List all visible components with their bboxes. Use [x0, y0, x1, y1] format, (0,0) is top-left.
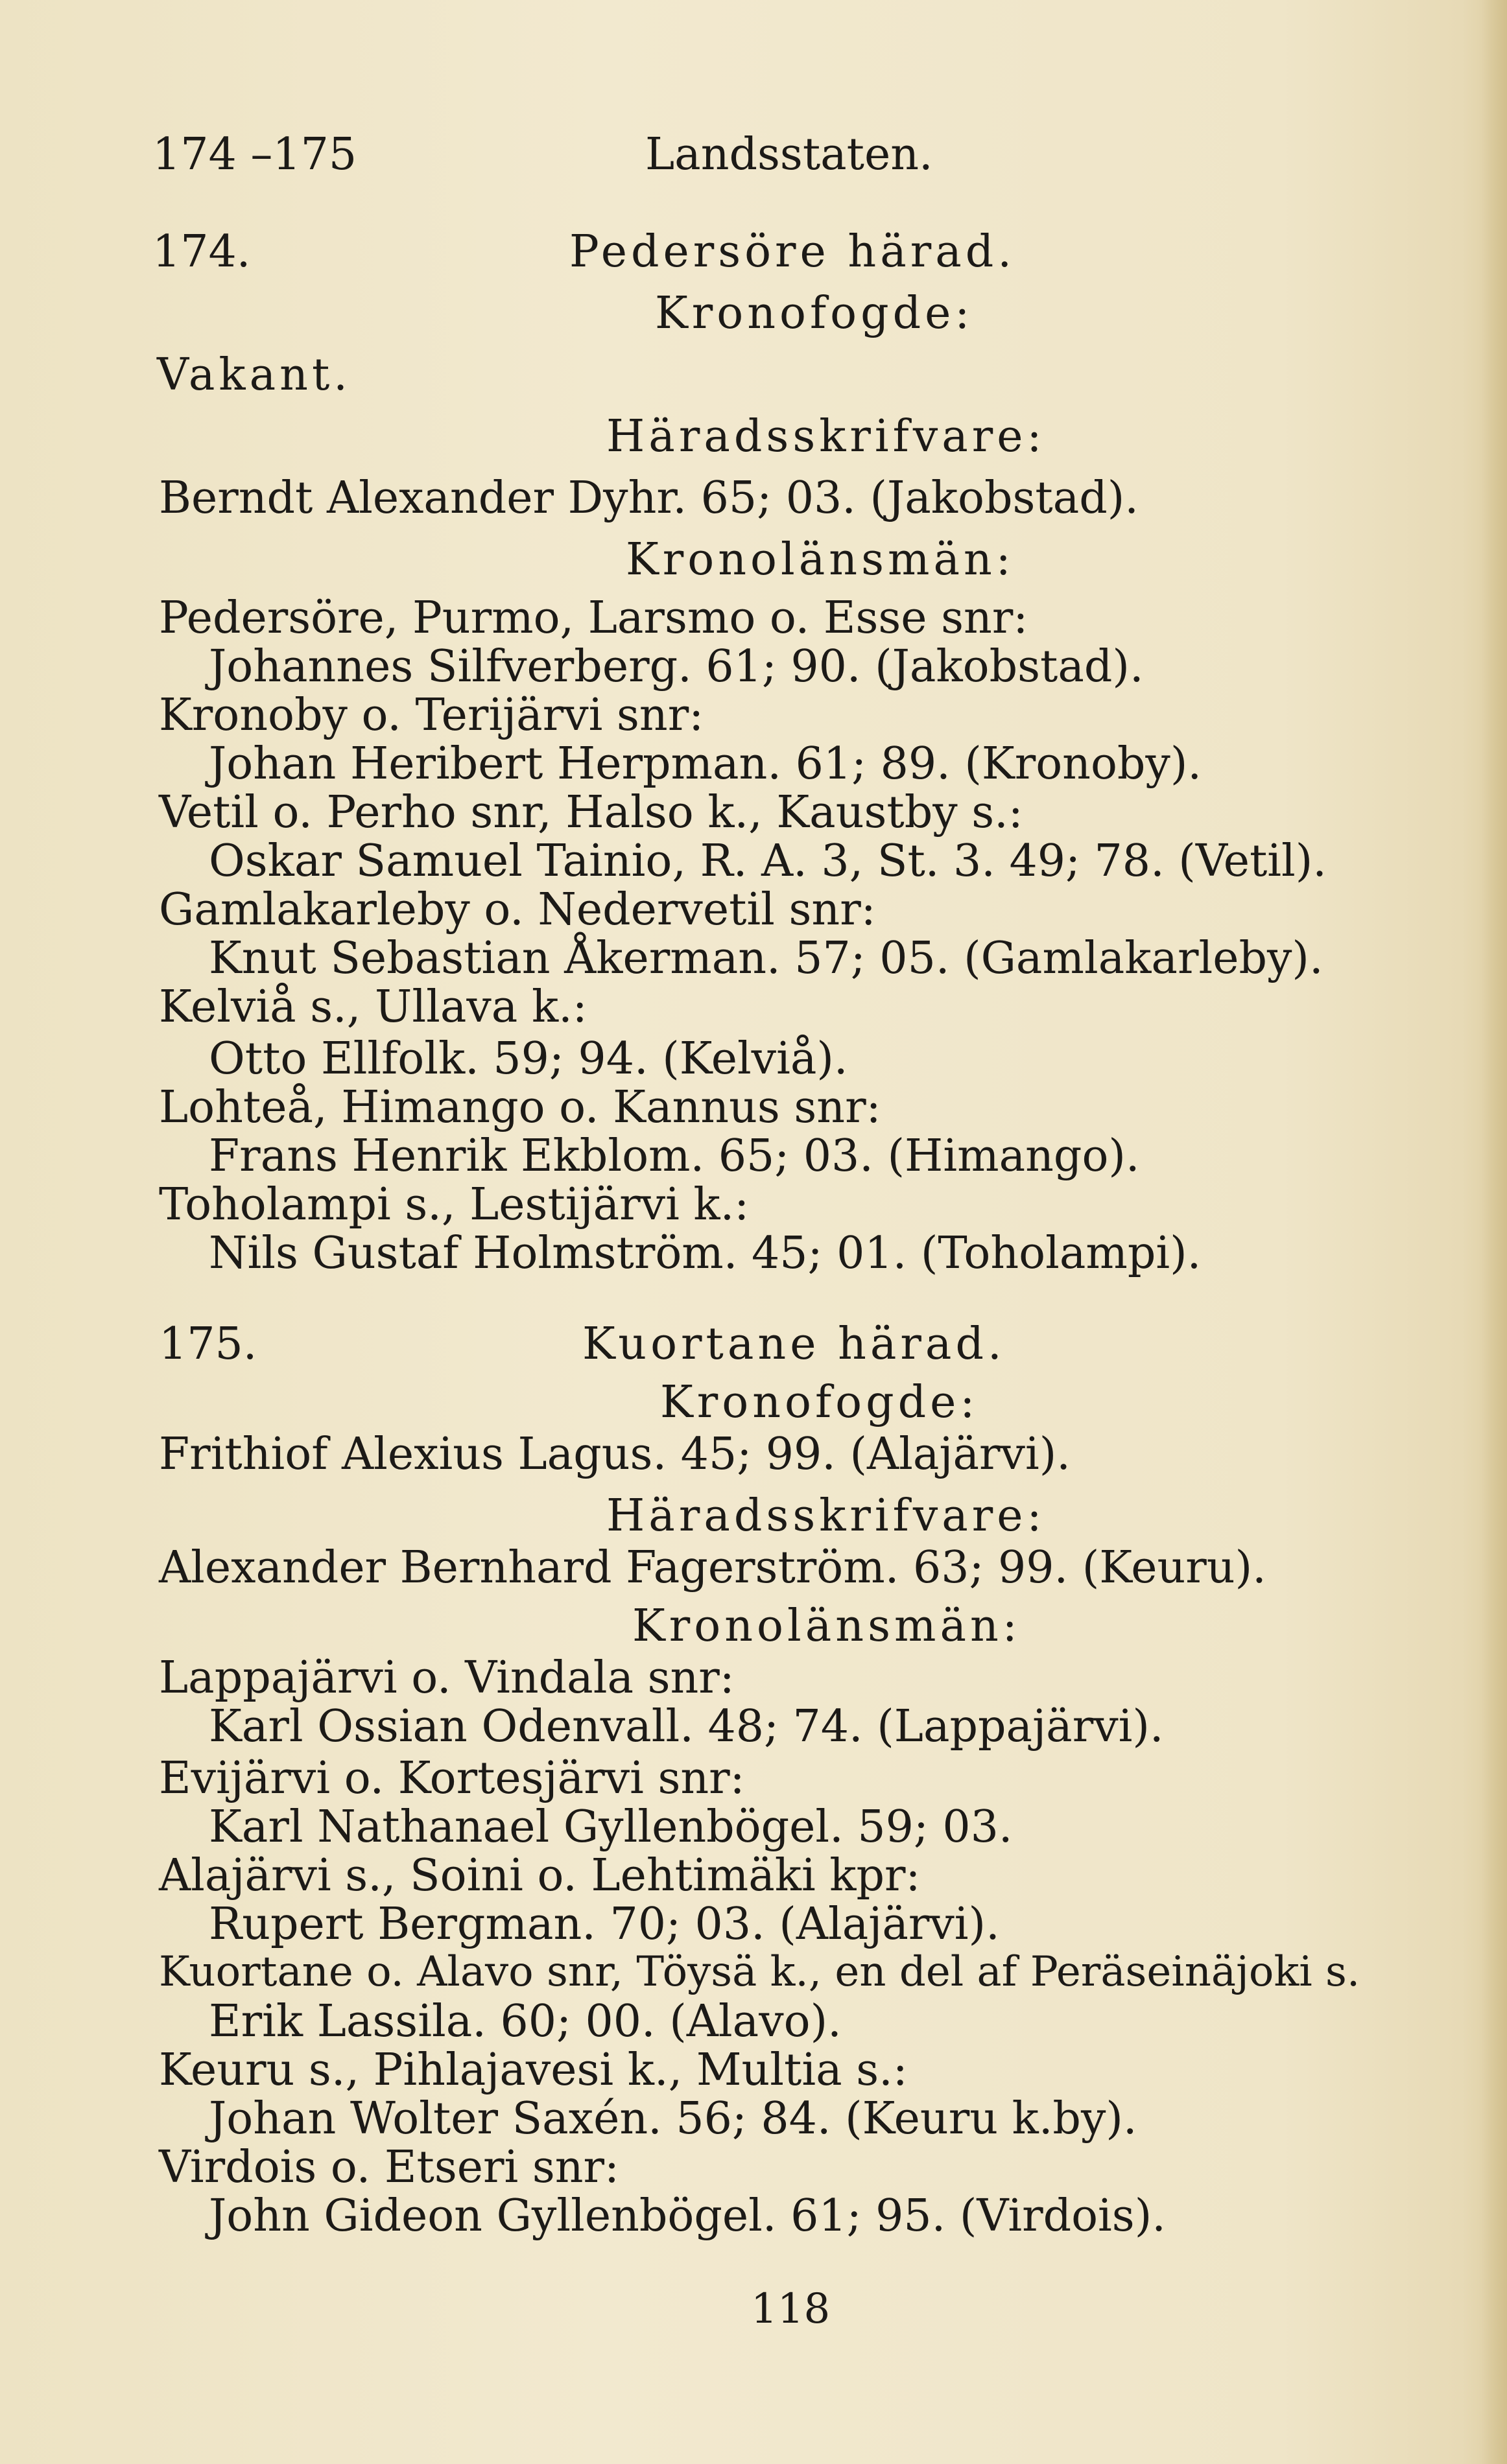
list-item-district: Kuortane o. Alavo snr, Töysä k., en del af Peräseinäjoki s.	[159, 1948, 1360, 1996]
section-174-kronolansman-label: Kronolänsmän:	[626, 534, 1015, 585]
section-175-kronolansman-label: Kronolänsmän:	[632, 1601, 1021, 1652]
section-174-kronofogde: Vakant.	[157, 349, 351, 401]
page-range: 174 –175	[152, 129, 357, 180]
section-174-number: 174.	[152, 226, 251, 277]
list-item-official: John Gideon Gyllenbögel. 61; 95. (Virdois).	[209, 2190, 1166, 2242]
list-item-district: Keuru s., Pihlajavesi k., Multia s.:	[159, 2045, 908, 2096]
section-174-haradsskrivare-label: Häradsskrifvare:	[606, 411, 1046, 462]
list-item-official: Erik Lassila. 60; 00. (Alavo).	[209, 1996, 842, 2047]
section-175-haradsskrivare: Alexander Bernhard Fagerström. 63; 99. (Keuru).	[159, 1542, 1266, 1593]
list-item-official: Johannes Silfverberg. 61; 90. (Jakobstad).	[209, 641, 1144, 692]
list-item-district: Virdois o. Etseri snr:	[159, 2142, 619, 2193]
list-item-district: Pedersöre, Purmo, Larsmo o. Esse snr:	[159, 593, 1028, 644]
section-175-kronofogde: Frithiof Alexius Lagus. 45; 99. (Alajärvi).	[159, 1429, 1071, 1480]
list-item-district: Kelviå s., Ullava k.:	[159, 981, 587, 1033]
list-item-official: Rupert Bergman. 70; 03. (Alajärvi).	[209, 1899, 1000, 1950]
list-item-official: Oskar Samuel Tainio, R. A. 3, St. 3. 49; 78. (Vetil).	[209, 836, 1327, 887]
list-item-official: Otto Ellfolk. 59; 94. (Kelviå).	[209, 1033, 848, 1085]
list-item-official: Karl Nathanael Gyllenbögel. 59; 03.	[209, 1801, 1013, 1853]
section-175-kronofogde-label: Kronofogde:	[660, 1377, 979, 1428]
running-title: Landsstaten.	[645, 129, 933, 180]
page-edge-shadow	[1481, 0, 1507, 2464]
section-175-heading: Kuortane härad.	[582, 1319, 1006, 1370]
list-item-district: Lappajärvi o. Vindala snr:	[159, 1652, 735, 1704]
list-item-district: Toholampi s., Lestijärvi k.:	[159, 1179, 750, 1230]
list-item-official: Johan Wolter Saxén. 56; 84. (Keuru k.by).	[209, 2093, 1137, 2144]
section-174-haradsskrivare: Berndt Alexander Dyhr. 65; 03. (Jakobstad).	[159, 473, 1139, 524]
list-item-district: Vetil o. Perho snr, Halso k., Kaustby s.:	[159, 787, 1023, 838]
list-item-official: Nils Gustaf Holmström. 45; 01. (Toholampi).	[209, 1228, 1202, 1279]
list-item-official: Frans Henrik Ekblom. 65; 03. (Himango).	[209, 1131, 1140, 1182]
list-item-district: Gamlakarleby o. Nedervetil snr:	[159, 884, 876, 935]
section-174-kronofogde-label: Kronofogde:	[655, 288, 974, 339]
list-item-official: Karl Ossian Odenvall. 48; 74. (Lappajärvi).	[209, 1701, 1164, 1752]
section-175-number: 175.	[159, 1319, 257, 1370]
section-174-heading: Pedersöre härad.	[569, 226, 1015, 277]
page-number: 118	[751, 2285, 831, 2333]
list-item-district: Lohteå, Himango o. Kannus snr:	[159, 1082, 881, 1133]
section-175-haradsskrivare-label: Häradsskrifvare:	[606, 1490, 1046, 1542]
list-item-district: Kronoby o. Terijärvi snr:	[159, 690, 704, 741]
list-item-district: Evijärvi o. Kortesjärvi snr:	[159, 1753, 745, 1804]
list-item-district: Alajärvi s., Soini o. Lehtimäki kpr:	[159, 1850, 921, 1901]
list-item-official: Knut Sebastian Åkerman. 57; 05. (Gamlakarleby).	[209, 933, 1323, 984]
list-item-official: Johan Heribert Herpman. 61; 89. (Kronoby).	[209, 738, 1202, 790]
